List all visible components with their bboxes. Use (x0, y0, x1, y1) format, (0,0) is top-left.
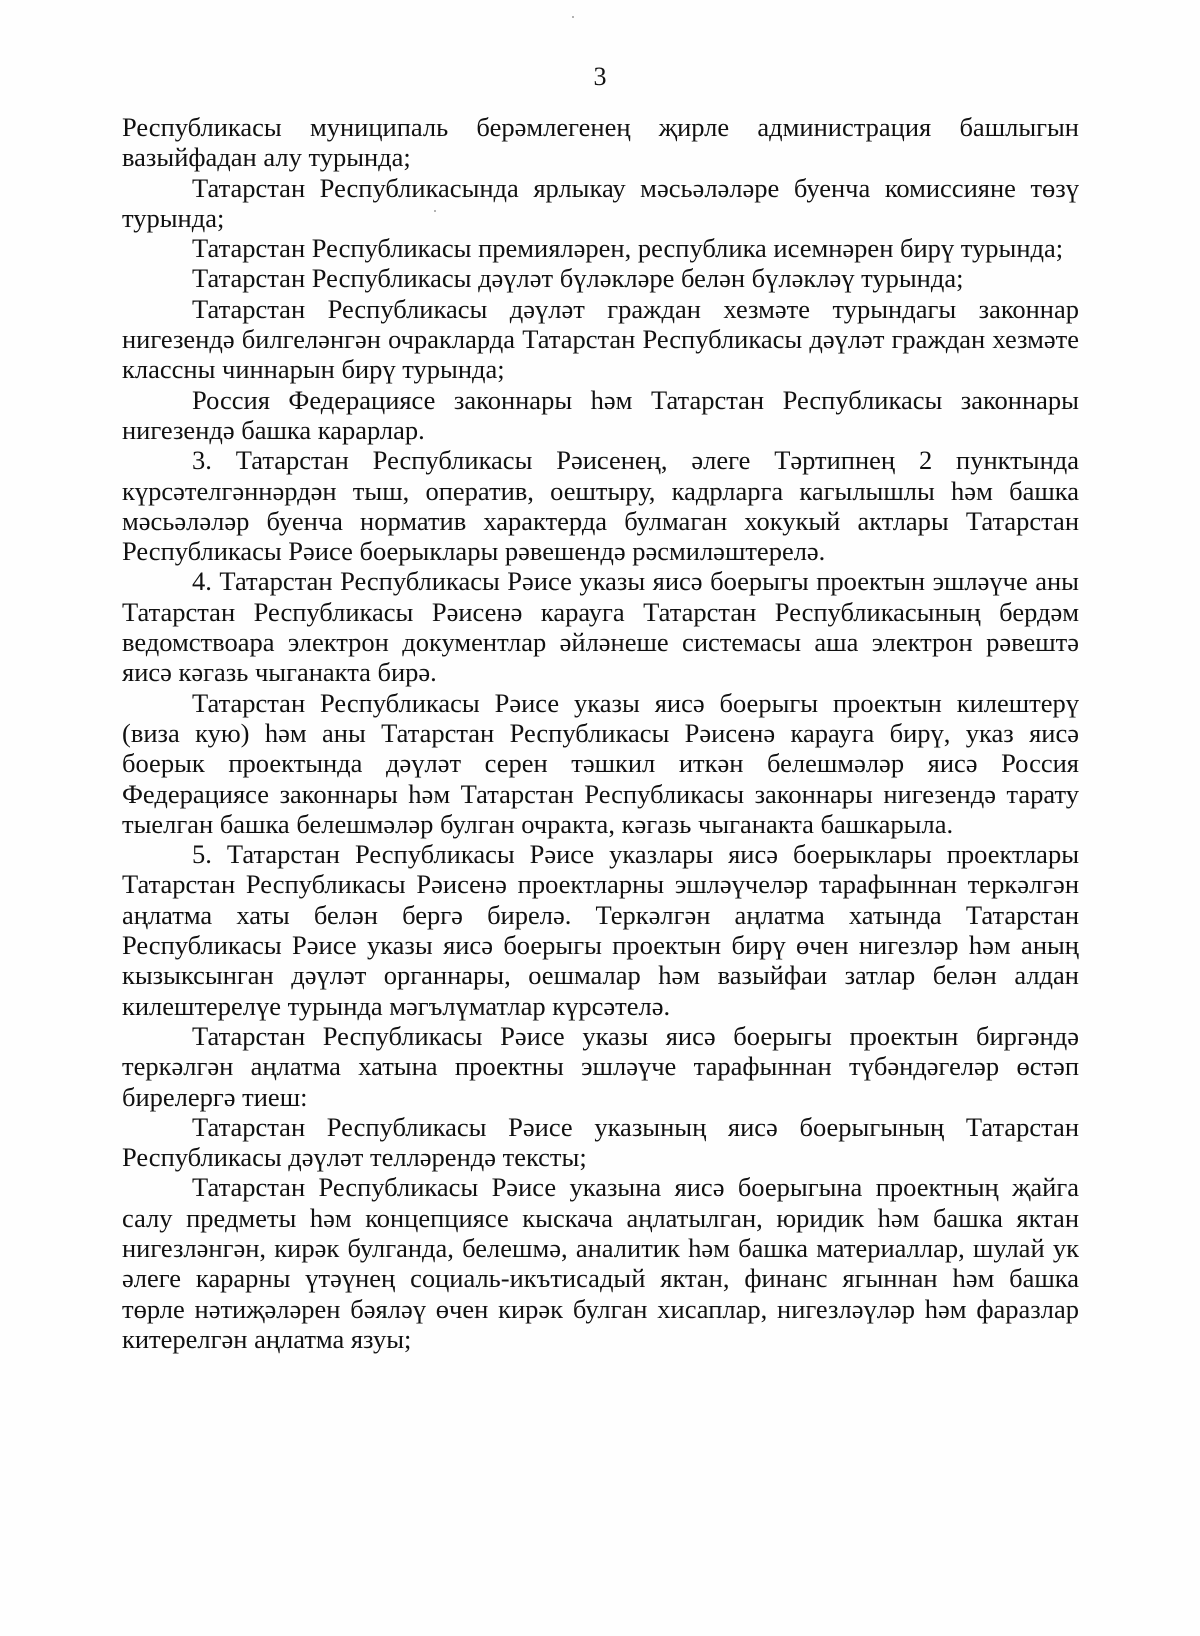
paragraph: Татарстан Республикасы Рәисе указы яисә боерыгы проектын килештерү (виза кую) һәм аны Татарстан Республикасы Рәисенә карауга бирү, указ яисә боерык проектында дәүләт серен тәшкил иткән белешмәләр яисә Россия Федерациясе законнары һәм Татарстан Республикасы законнары нигезендә тарату тыелган башка белешмәләр булган очракта, кәгазь чыганакта башкарыла. (122, 687, 1079, 839)
scan-speck (572, 16, 574, 18)
paragraph-item-4: 4. Татарстан Республикасы Рәисе указы яисә боерыгы проектын эшләүче аны Татарстан Республикасы Рәисенә карауга Татарстан Республикасының бердәм ведомствоара электрон документлар әйләнеше системасы аша электрон рәвештә яисә кәгазь чыганакта бирә. (122, 566, 1079, 688)
paragraph: Татарстан Республикасында ярлыкау мәсьәләләре буенча комиссияне төзү турында; (122, 172, 1079, 233)
paragraph: Татарстан Республикасы Рәисе указы яисә боерыгы проектын биргәндә теркәлгән аңлатма хатына проектны эшләүче тарафыннан түбәндәгеләр өстәп бирелергә тиеш: (122, 1020, 1079, 1112)
paragraph: Татарстан Республикасы Рәисе указының яисә боерыгының Татарстан Республикасы дәүләт телләрендә тексты; (122, 1111, 1079, 1173)
paragraph: Татарстан Республикасы премияләрен, республика исемнәрен бирү турында; (192, 233, 1064, 264)
paragraph: Республикасы муниципаль берәмлегенең җирле администрация башлыгын вазыйфадан алу турында; (122, 112, 1079, 173)
page-number: 3 (593, 62, 607, 91)
paragraph: Татарстан Республикасы Рәисе указына яисә боерыгына проектның җайга салу предметы һәм концепциясе кыскача аңлатылган, юридик һәм башка яктан нигезләнгән, кирәк булганда, белешмә, аналитик һәм башка материаллар, шулай ук әлеге карарны үтәүнең социаль-икътисадый яктан, финанс ягыннан һәм башка төрле нәтиҗәләрен бәяләү өчен кирәк булган хисаплар, нигезләүләр һәм фаразлар китерелгән аңлатма язуы; (122, 1172, 1079, 1354)
paragraph-item-5: 5. Татарстан Республикасы Рәисе указлары яисә боерыклары проектлары Татарстан Республикасы Рәисенә проектларны эшләүчеләр тарафыннан теркәлгән аңлатма хаты белән бергә бирелә. Теркәлгән аңлатма хатында Татарстан Республикасы Рәисе указы яисә боерыгы проектын бирү өчен нигезләр һәм аның кызыксынган дәүләт органнары, оешмалар һәм вазыйфаи затлар белән алдан килештерелүе турында мәгълүматлар күрсәтелә. (122, 839, 1079, 1021)
paragraph: Татарстан Республикасы дәүләт граждан хезмәте турындагы законнар нигезендә билгеләнгән очракларда Татарстан Республикасы дәүләт граждан хезмәте классны чиннарын бирү турында; (122, 293, 1079, 385)
paragraph: Татарстан Республикасы дәүләт бүләкләре белән бүләкләү турында; (192, 263, 964, 294)
paragraph: Россия Федерациясе законнары һәм Татарстан Республикасы законнары нигезендә башка карарлар. (122, 384, 1079, 445)
paragraph-item-3: 3. Татарстан Республикасы Рәисенең, әлеге Тәртипнең 2 пунктында күрсәтелгәннәрдән тыш, оператив, оештыру, кадрларга кагылышлы һәм башка мәсьәләләр буенча норматив характерда булмаган хокукый актлары Татарстан Республикасы Рәисе боерыклары рәвешендә рәсмиләштерелә. (122, 445, 1079, 567)
document-body (122, 112, 1079, 1354)
